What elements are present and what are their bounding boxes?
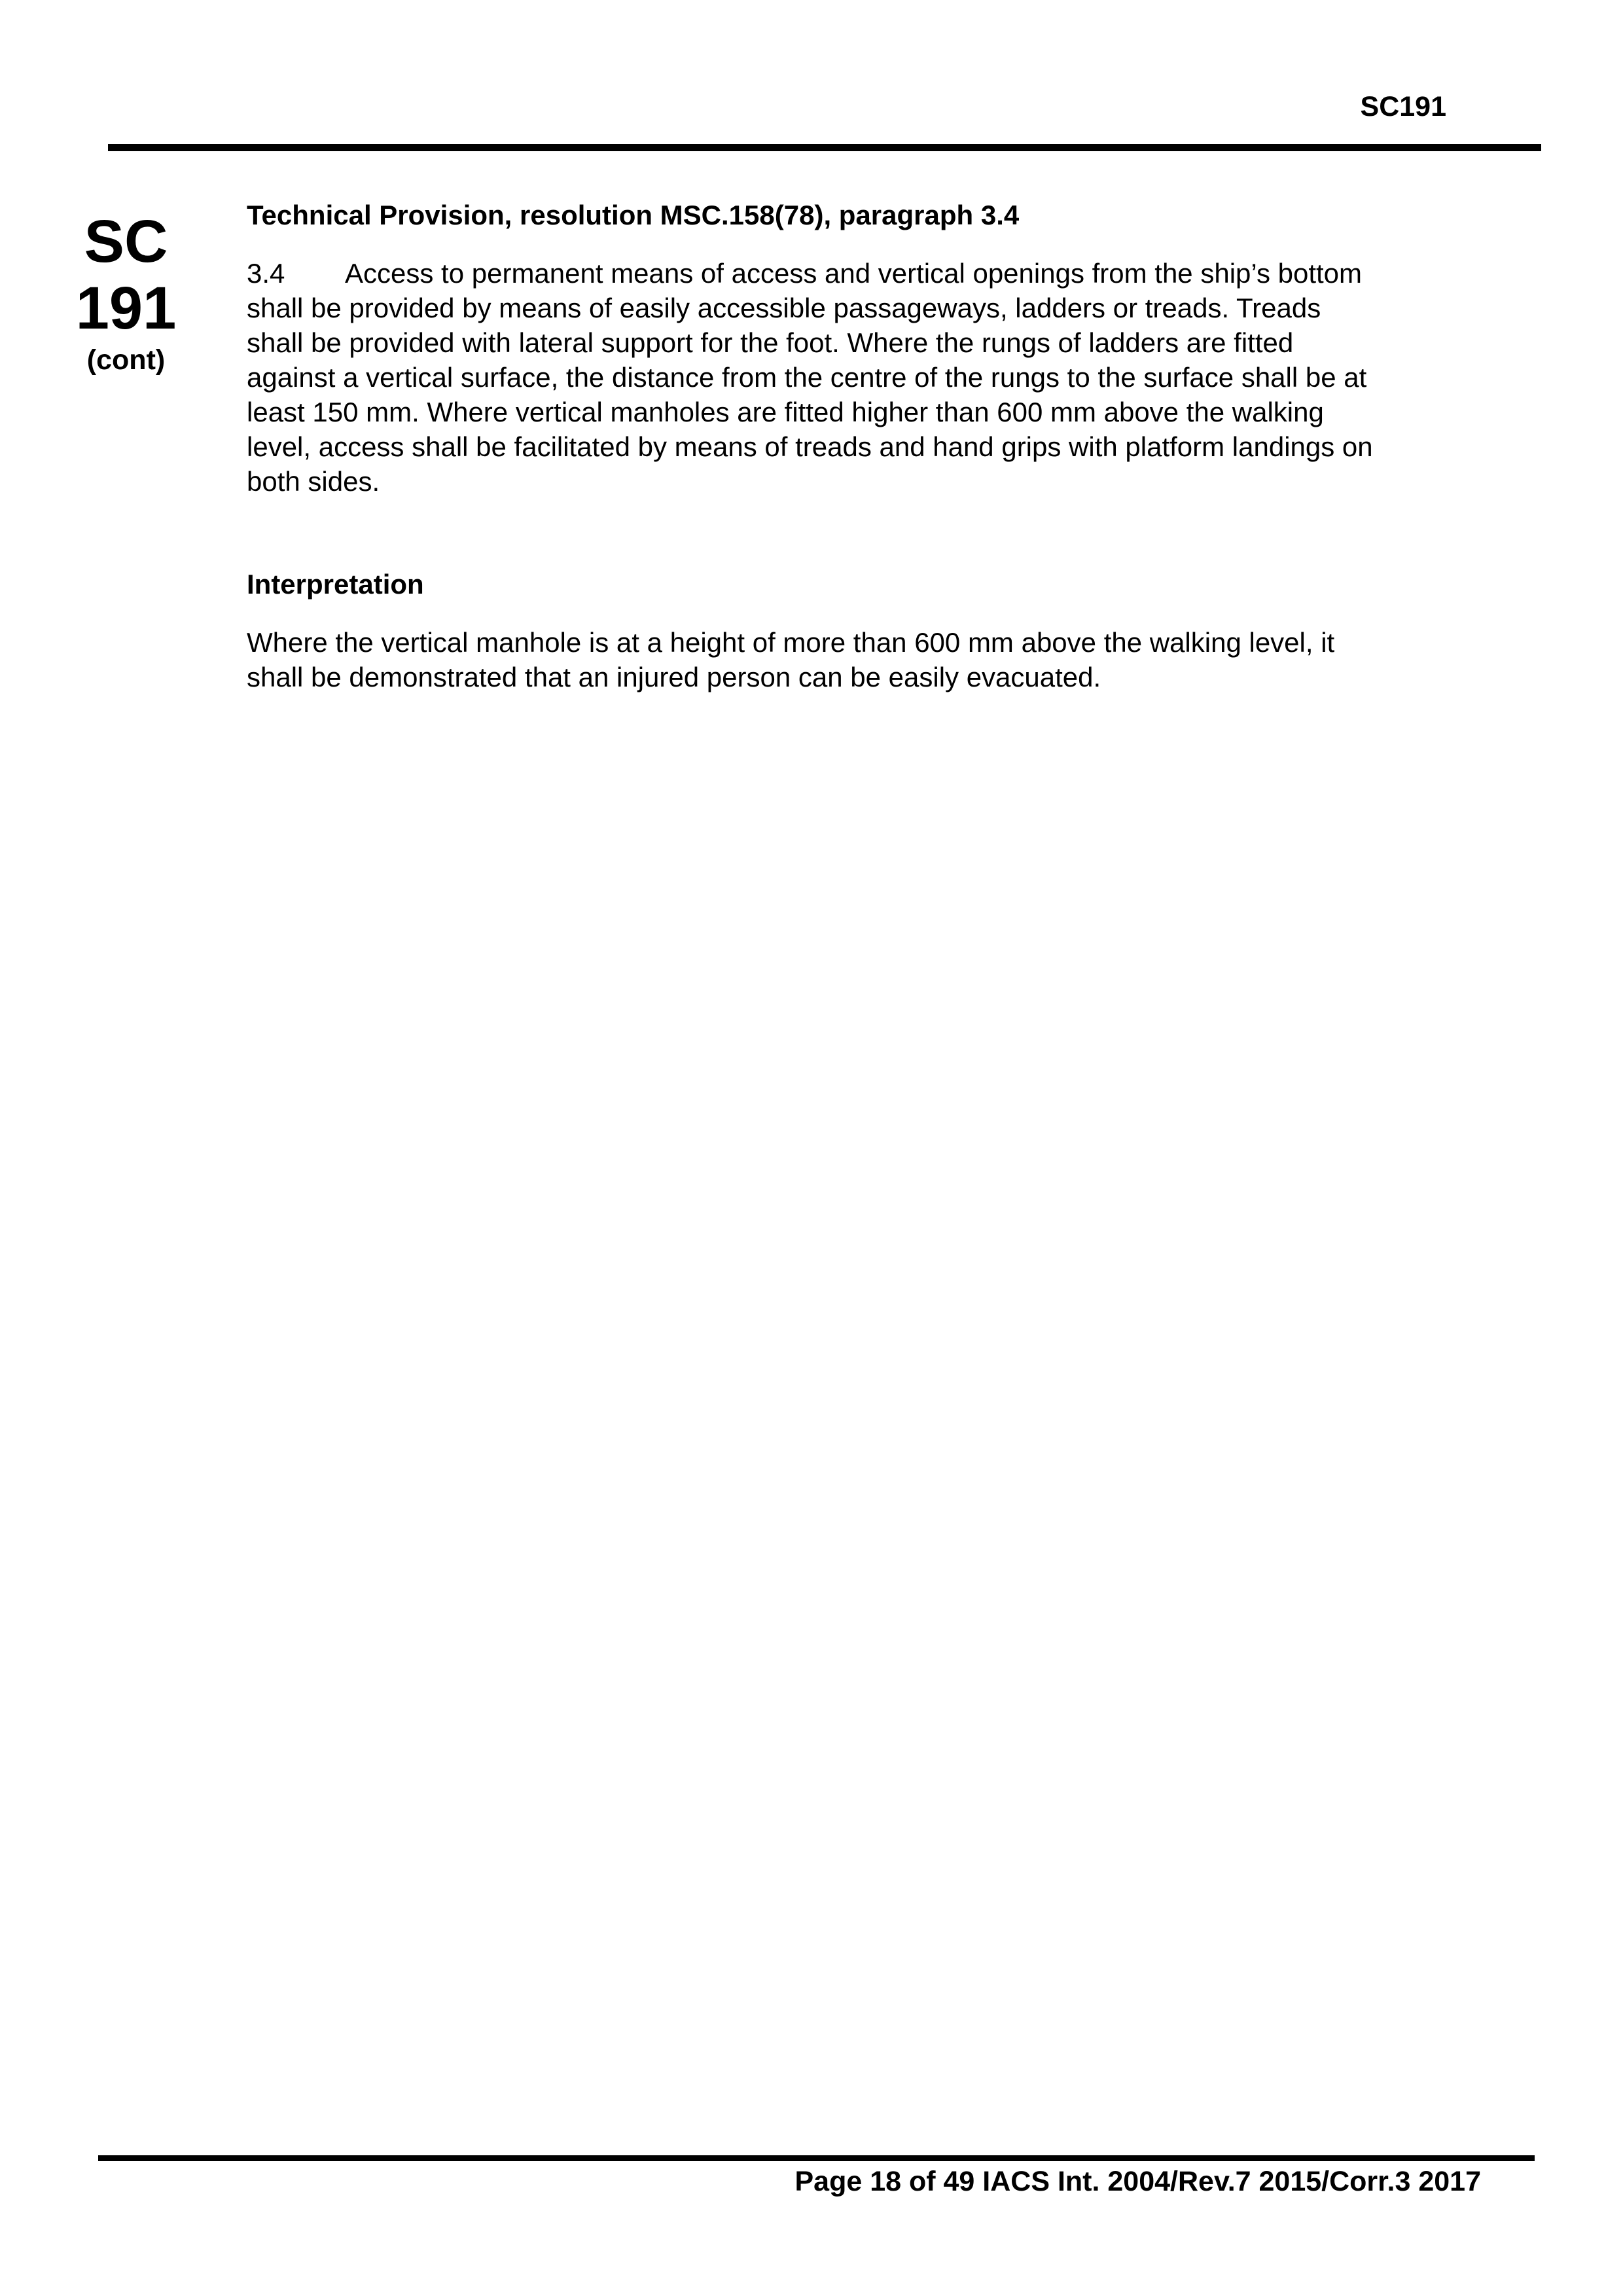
paragraph-line: both sides.	[247, 466, 380, 497]
header-rule	[108, 144, 1541, 151]
margin-reference	[75, 208, 177, 377]
margin-code-prefix: SC	[84, 208, 168, 275]
paragraph-line: 3.4 Access to permanent means of access and vertical openings from the ship’s bottom	[247, 256, 1513, 291]
document-body	[247, 198, 1513, 694]
section-heading: Technical Provision, resolution MSC.158(78), paragraph 3.4	[247, 200, 1020, 230]
paragraph-line: shall be provided by means of easily accessible passageways, ladders or treads. Treads	[247, 293, 1321, 323]
paragraph-line: shall be demonstrated that an injured person can be easily evacuated.	[247, 662, 1101, 692]
paragraph-3-4	[247, 256, 1513, 499]
margin-cont-label: (cont)	[86, 344, 166, 376]
paragraph-line: Where the vertical manhole is at a height of more than 600 mm above the walking level, it	[247, 627, 1335, 658]
interpretation-heading: Interpretation	[247, 569, 424, 600]
paragraph-line: against a vertical surface, the distance from the centre of the rungs to the surface shall be at	[247, 362, 1367, 393]
paragraph-line: level, access shall be facilitated by means of treads and hand grips with platform landings on	[247, 431, 1373, 462]
paragraph-line: shall be provided with lateral support for the foot. Where the rungs of ladders are fitted	[247, 327, 1294, 358]
footer-page-info: Page 18 of 49 IACS Int. 2004/Rev.7 2015/Corr.3 2017	[794, 2166, 1481, 2197]
footer-rule	[98, 2155, 1535, 2161]
paragraph-number: 3.4	[247, 258, 285, 289]
interpretation-paragraph	[247, 625, 1513, 694]
header-document-code: SC191	[1360, 91, 1446, 122]
paragraph-line: least 150 mm. Where vertical manholes are fitted higher than 600 mm above the walking	[247, 397, 1324, 427]
margin-code-number: 191	[75, 275, 177, 342]
